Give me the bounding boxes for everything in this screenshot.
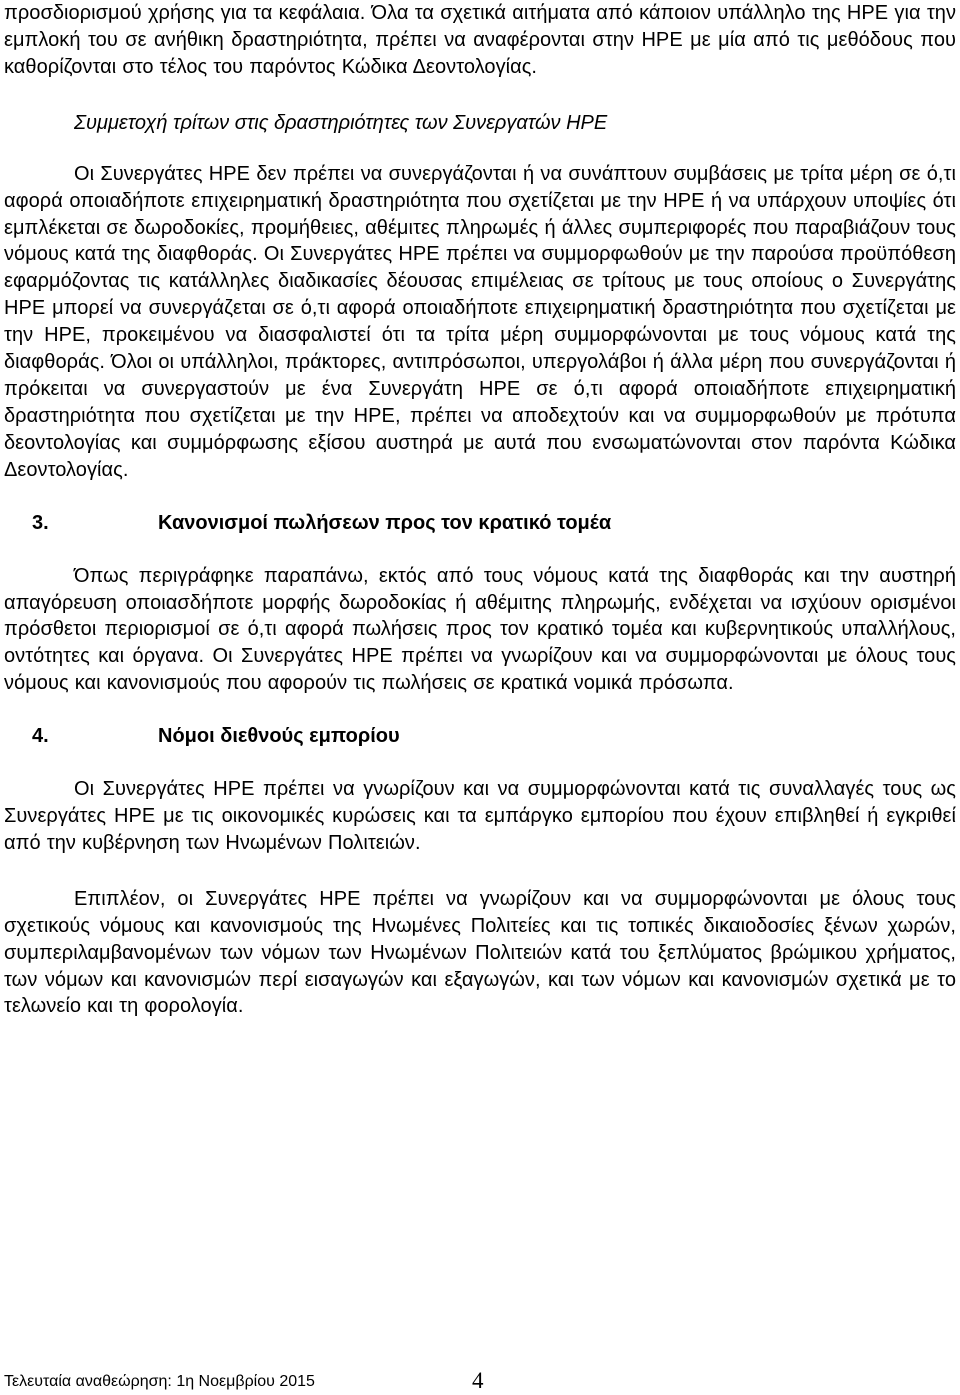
section-4-title: Νόμοι διεθνούς εμπορίου (158, 725, 400, 748)
section-3-number: 3. (32, 511, 49, 534)
section-4-paragraph-1: Οι Συνεργάτες HPE πρέπει να γνωρίζουν και να συμμορφώνονται κατά τις συναλλαγές τους ως Συνεργάτες HPE με τις οικονομικές κυρώσεις και τα εμπάργκο εμπορίου που έχουν επιβληθεί ή εγκριθεί από την κυβέρνηση των Ηνωμένων Πολιτειών. (4, 778, 956, 854)
section-3-heading (4, 510, 956, 537)
section-4-paragraph-2: Επιπλέον, οι Συνεργάτες HPE πρέπει να γνωρίζουν και να συμμορφώνονται με όλους τους σχετικούς νόμους και κανονισμούς της Ηνωμένες Πολιτείες και τις τοπικές δικαιοδοσίες ξένων χωρών, συμπεριλαμβανομένων των νόμων των Ηνωμένων Πολιτειών κατά του ξεπλύματος βρώμικου χρήματος, των νόμων και κανονισμών περί εισαγωγών και εξαγωγών, και των νόμων και κανονισμών σχετικά με το τελωνείο και τη φορολογία. (4, 887, 956, 1018)
section-3-title: Κανονισμοί πωλήσεων προς τον κρατικό τομέα (158, 511, 612, 534)
page-footer (4, 1368, 956, 1394)
section-4-heading (4, 723, 956, 750)
intro-paragraph: προσδιορισμού χρήσης για τα κεφάλαια. Όλα τα σχετικά αιτήματα από κάποιον υπάλληλο της HPE για την εμπλοκή του σε ανήθικη δραστηριότητα, πρέπει να αναφέρονται στην HPE με μία από τις μεθόδους που καθορίζονται στο τέλος του παρόντος Κώδικα Δεοντολογίας. (4, 2, 956, 78)
last-revision-date: Τελευταία αναθεώρηση: 1η Νοεμβρίου 2015 (4, 1373, 315, 1390)
section-3-paragraph: Όπως περιγράφηκε παραπάνω, εκτός από τους νόμους κατά της διαφθοράς και την αυστηρή απαγόρευση οποιασδήποτε μορφής δωροδοκίας ή αθέμιτης πληρωμής, ενδέχεται να ισχύουν ορισμένοι πρόσθετοι περιορισμοί σε ό,τι αφορά πωλήσεις προς τον κρατικό τομέα και κυβερνητικούς υπαλλήλους, οντότητες και όργανα. Οι Συνεργάτες HPE πρέπει να γνωρίζουν και να συμμορφώνονται με όλους τους νόμους και κανονισμούς που αφορούν τις πωλήσεις σε κρατικά νομικά πρόσωπα. (4, 564, 956, 695)
third-party-paragraph: Οι Συνεργάτες HPE δεν πρέπει να συνεργάζονται ή να συνάπτουν συμβάσεις με τρίτα μέρη σε ό,τι αφορά οποιαδήποτε επιχειρηματική δραστηριότητα που σχετίζεται με την HPE ή να υπάρχουν υποψίες ότι εμπλέκεται σε δωροδοκίες, προμήθειες, αθέμιτες πληρωμές ή άλλες συμπεριφορές που παραβιάζουν τους νόμους κατά της διαφθοράς. Οι Συνεργάτες HPE πρέπει να συμμορφωθούν με την παρούσα προϋπόθεση εφαρμόζοντας τις κατάλληλες διαδικασίες δέουσας επιμέλειας σε τρίτους με τους οποίους ο Συνεργάτης HPE μπορεί να συνεργάζεται σε ό,τι αφορά οποιαδήποτε επιχειρηματική δραστηριότητα που σχετίζεται με την HPE, προκειμένου να διασφαλιστεί ότι τα τρίτα μέρη συμμορφώνονται με τους νόμους κατά της διαφθοράς. Όλοι οι υπάλληλοι, πράκτορες, αντιπρόσωποι, υπεργολάβοι ή άλλα μέρη που συνεργάζονται ή πρόκειται να συνεργαστούν με ένα Συνεργάτη HPE σε ό,τι αφορά οποιαδήποτε επιχειρηματική δραστηριότητα που σχετίζεται με την HPE, πρέπει να αποδεχτούν και να συμμορφωθούν με πρότυπα δεοντολογίας και συμμόρφωσης εξίσου αυστηρά με αυτά που ενσωματώνονται στον παρόντα Κώδικα Δεοντολογίας. (4, 162, 956, 481)
third-party-heading: Συμμετοχή τρίτων στις δραστηριότητες των Συνεργατών HPE (74, 111, 608, 134)
section-4-number: 4. (32, 725, 49, 748)
document-page (4, 0, 956, 1020)
page-number: 4 (472, 1368, 484, 1393)
